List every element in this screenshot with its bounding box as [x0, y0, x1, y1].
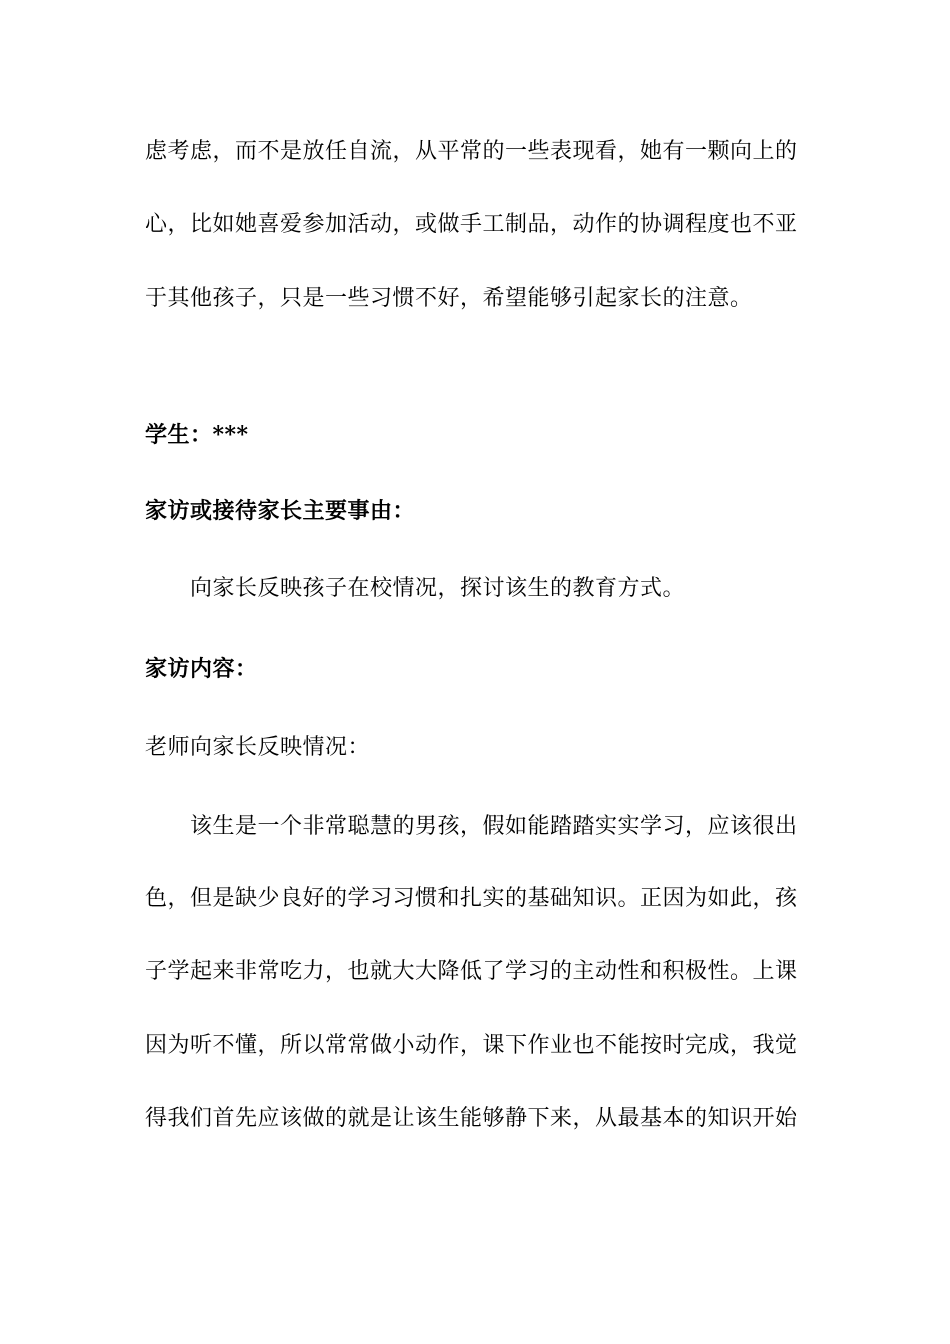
visit-reason-heading: 家访或接待家长主要事由：: [145, 498, 416, 524]
paragraph-line: 得我们首先应该做的就是让该生能够静下来，从最基本的知识开始: [145, 1106, 798, 1131]
visit-content-subheading: 老师向家长反映情况：: [145, 735, 371, 760]
paragraph-line: 心，比如她喜爱参加活动，或做手工制品，动作的协调程度也不亚: [145, 212, 798, 237]
student-label: 学生：: [145, 422, 213, 448]
paragraph-line: 虑考虑，而不是放任自流，从平常的一些表现看，她有一颗向上的: [145, 139, 798, 164]
visit-reason-text: 向家长反映孩子在校情况，探讨该生的教育方式。: [190, 576, 686, 601]
paragraph-line: 该生是一个非常聪慧的男孩，假如能踏踏实实学习，应该很出: [190, 814, 798, 839]
paragraph-line: 于其他孩子，只是一些习惯不好，希望能够引起家长的注意。: [145, 286, 753, 311]
student-name: ***: [212, 422, 249, 448]
student-line: [145, 420, 815, 450]
visit-content-heading: 家访内容：: [145, 656, 258, 682]
paragraph-line: 因为听不懂，所以常常做小动作，课下作业也不能按时完成，我觉: [145, 1033, 798, 1058]
paragraph-line: 色，但是缺少良好的学习习惯和扎实的基础知识。正因为如此，孩: [145, 886, 798, 911]
paragraph-line: 子学起来非常吃力，也就大大降低了学习的主动性和积极性。上课: [145, 959, 798, 984]
